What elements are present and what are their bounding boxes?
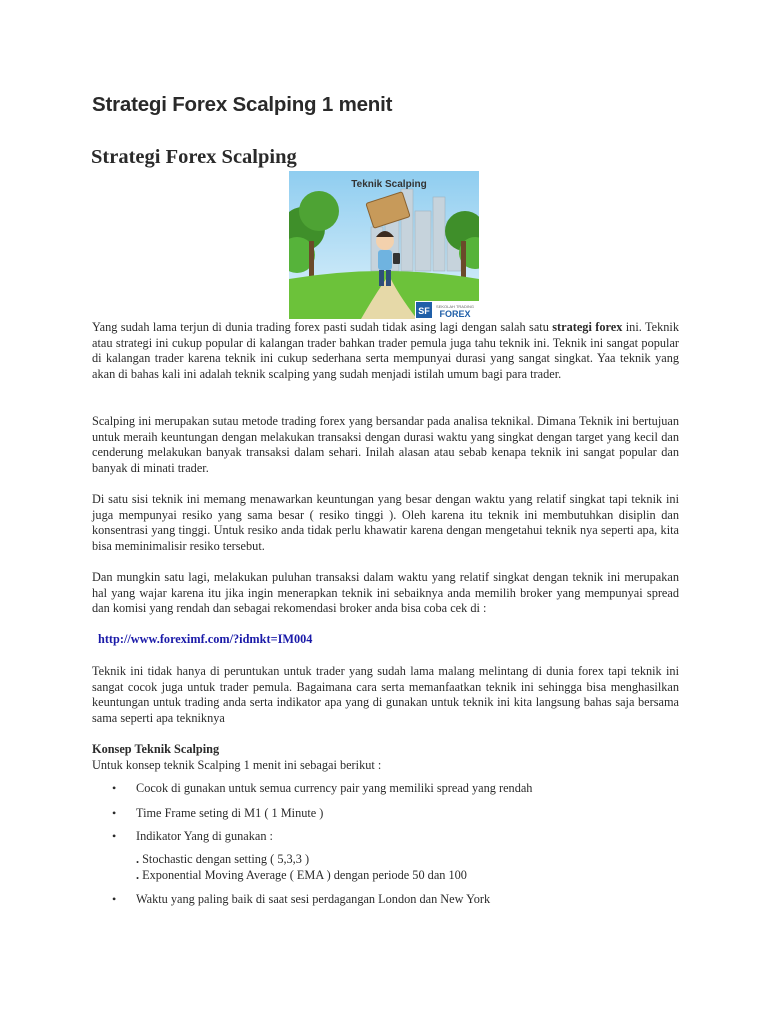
- indicator-text: Exponential Moving Average ( EMA ) dengan periode 50 dan 100: [142, 868, 467, 882]
- p1-bold-keyword: strategi forex: [552, 320, 623, 334]
- indicator-marker: .: [136, 852, 140, 866]
- list-item-text: Cocok di gunakan untuk semua currency pair yang memiliki spread yang rendah: [136, 781, 533, 795]
- indicator-item: [136, 852, 309, 867]
- p1-before: Yang sudah lama terjun di dunia trading forex pasti sudah tidak asing lagi dengan salah satu: [92, 320, 553, 334]
- list-item-text: Indikator Yang di gunakan :: [136, 829, 273, 843]
- paragraph-risk: Di satu sisi teknik ini memang menawarkan keuntungan yang besar dengan waktu yang relatif singkat tapi teknik ini juga mempunyai resiko yang sama besar ( resiko tinggi ). Oleh karena itu teknik ini membutuhkan disiplin dan konsentrasi yang tinggi. Untuk resiko anda tidak perlu khawatir karena dengan mengetahui teknik nya seperti apa, kita bisa meminimalisir resiko tersebut.: [92, 492, 679, 553]
- bullet-marker: •: [112, 892, 117, 906]
- logo-small-text: SEKOLAH TRADING: [436, 304, 474, 309]
- list-item-text: Time Frame seting di M1 ( 1 Minute ): [136, 806, 324, 820]
- list-item-text: Waktu yang paling baik di saat sesi perdagangan London dan New York: [136, 892, 491, 906]
- illustration-canvas: [289, 171, 479, 319]
- section-title: Strategi Forex Scalping: [91, 146, 297, 168]
- banner-text: Teknik Scalping: [351, 179, 427, 190]
- bullet-marker: •: [112, 806, 117, 820]
- concept-intro: Untuk konsep teknik Scalping 1 menit ini sebagai berikut :: [92, 758, 382, 772]
- indicator-text: Stochastic dengan setting ( 5,3,3 ): [142, 852, 310, 866]
- document-title: Strategi Forex Scalping 1 menit: [92, 93, 393, 116]
- sf-forex-logo: [415, 301, 479, 319]
- bullet-marker: •: [112, 781, 117, 795]
- indicator-item: [136, 868, 467, 883]
- bullet-marker: •: [112, 829, 117, 843]
- teknik-scalping-illustration: [289, 171, 479, 319]
- paragraph-beginners: Teknik ini tidak hanya di peruntukan untuk trader yang sudah lama malang melintang di dunia forex tapi teknik ini sangat cocok juga untuk trader pemula. Bagaimana cara serta memanfaatkan teknik ini sehingga bisa menghasilkan keuntungan untuk trading anda serta indikator apa yang di gunakan untuk teknik ini kita langsung bahas saja bersama sama seperti apa tekniknya: [92, 664, 679, 725]
- concept-heading: Konsep Teknik Scalping: [92, 742, 220, 756]
- p1-after: ini. Teknik atau strategi ini cukup popular di kalangan trader bahkan trader pemula juga tahu teknik ini. Teknik ini sangat popular di kalangan trader karena teknik ini cukup sederhana serta mempunyai durasi yang sangat singkat. Yaa teknik yang akan di bahas kali ini adalah teknik scalping yang sudah menjadi istilah umum bagi para trader.: [92, 320, 679, 381]
- logo-text: FOREX: [439, 309, 471, 319]
- paragraph-broker: Dan mungkin satu lagi, melakukan puluhan transaksi dalam waktu yang relatif singkat dengan teknik ini merupakan hal yang wajar karena itu jika ingin menerapkan teknik ini sebaiknya anda memilih broker yang mempunyai spread dan komisi yang rendah dan sebagai rekomendasi broker anda bisa coba cek di :: [92, 570, 679, 616]
- paragraph-scalping-definition: Scalping ini merupakan sutau metode trading forex yang bersandar pada analisa teknikal. Dimana Teknik ini bertujuan untuk meraih keuntungan dengan melakukan transaksi dengan durasi waktu yang singkat dengan target yang kecil dan cenderung melakukan banyak transaksi dalam sehari. Inilah alasan atau sebab kenapa teknik ini sangat popular dan banyak di minati trader.: [92, 414, 679, 475]
- broker-link[interactable]: http://www.foreximf.com/?idmkt=IM004: [98, 632, 313, 646]
- logo-mark: SF: [418, 306, 430, 316]
- indicator-marker: .: [136, 868, 140, 882]
- paragraph-intro: [92, 320, 679, 382]
